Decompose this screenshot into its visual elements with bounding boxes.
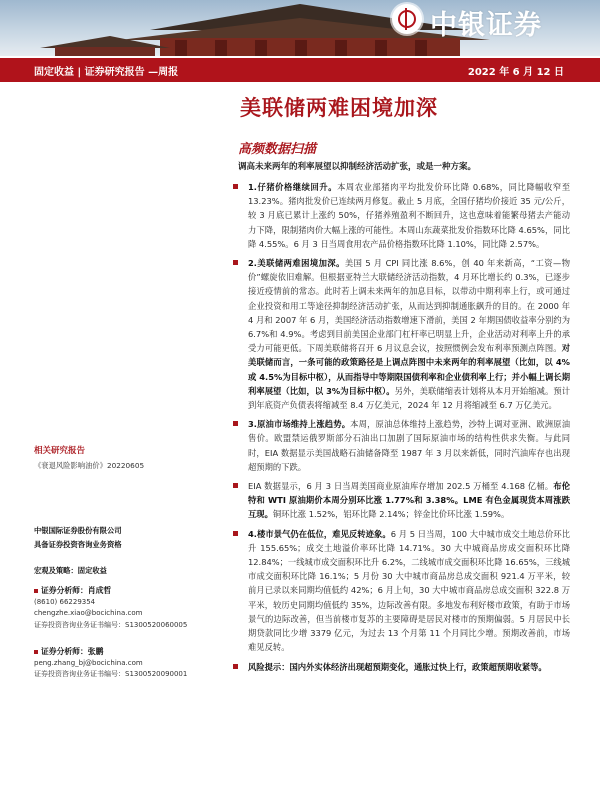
bullet-marker-icon: [233, 260, 238, 265]
bullet-heading: 3.原油市场维持上涨趋势。: [248, 419, 351, 430]
bullet-heading: 1.仔猪价格继续回升。: [248, 182, 338, 192]
company-qualification: 具备证券投资咨询业务资格: [34, 540, 122, 549]
bullet-text: 本周农业部猪肉平均批发价环比降 0.68%，同比降幅收窄至 13.23%。猪肉批发价已连续两月修复。截止 5 月底，全国仔猪均价接近 35 元/公斤，较 3 月底已累计上涨约 50%，仔猪养殖盈利不断回升，这也意味着能繁母猪去产能动力下降，限制猪肉价大幅上涨的可能性。本周山东蔬菜批发价指数环比降 4.65%，同比降 4.55%。6 月 3 日当周食用农产品价格指数环比降 1.10%，同比降 2.57%。: [248, 182, 570, 249]
header-banner: [0, 0, 600, 56]
bullet-tail-text: 铜环比涨 1.52%，铝环比降 2.14%；锌金比价环比涨 1.59%。: [272, 509, 510, 520]
bullet-tail-text: 另外，美联储缩表计划将从本月开始缩减。预计到年底资产负债表将缩减至 8.4 万亿美元，2024 年 12 月将缩减至 6.7 万亿美元。: [248, 385, 570, 411]
analyst-name: 证券分析师：肖成哲: [41, 586, 112, 595]
bullet-bold-text: 对美联储而言，一条可能的政策路径是上调点阵图中未来两年的利率展望（比如，以 4%或 4.5%为目标中枢），从而指导中等期限国债利率和企业债利率上行；并小幅上调长期利率展望（比如，以 3%为目标中枢）。: [248, 343, 570, 396]
bullet-bold-text: 布伦特和 WTI 原油期价本周分别环比涨 1.77%和 3.38%。LME 有色金属现货本周涨跌互现。: [248, 481, 570, 520]
related-report-link[interactable]: 《衰退风险影响油价》20220605: [34, 461, 145, 470]
bullet-marker-icon: [233, 421, 238, 426]
bullet-marker-icon: [233, 664, 238, 669]
bullet-text: EIA 数据显示，6 月 3 日当周美国商业原油库存增加 202.5 万桶至 4.168 亿桶。: [248, 481, 554, 492]
bullet-eia-data: [230, 479, 570, 522]
brand-name: 中银证券: [430, 10, 542, 41]
bullet-crude-oil: [230, 417, 570, 474]
report-info-bar: [0, 58, 600, 82]
bullet-marker-icon: [34, 650, 38, 654]
bullet-marker-icon: [233, 483, 238, 488]
main-content: [230, 180, 570, 679]
analyst-name: 证券分析师：张鹏: [41, 647, 104, 656]
boci-logo-icon: [392, 4, 422, 34]
bullet-marker-icon: [233, 184, 238, 189]
analyst-cert: 证券投资咨询业务证书编号：S1300520060005: [34, 620, 188, 629]
company-name: 中银国际证券股份有限公司: [34, 526, 122, 535]
report-date: 2022 年 6 月 12 日: [467, 67, 564, 78]
page-subtitle: 高频数据扫描: [238, 142, 317, 157]
related-research-heading: 相关研究报告: [34, 446, 86, 456]
bullet-marker-icon: [233, 531, 238, 536]
bullet-fed-dilemma: [230, 256, 570, 412]
bullet-heading: 风险提示：: [248, 661, 290, 672]
report-category: 固定收益 | 证券研究报告 —周报: [34, 67, 179, 78]
analyst-cert: 证券投资咨询业务证书编号：S1300520090001: [34, 670, 188, 678]
page-title: 美联储两难困境加深: [240, 95, 438, 120]
summary-line: 调高未来两年的利率展望以抑制经济活动扩张，或是一种方案。: [238, 162, 477, 172]
bullet-heading: 4.楼市景气仍在低位，难见反转迹象。: [248, 528, 391, 539]
bullet-risk-warning: [230, 660, 570, 674]
bullet-bold-text: 国内外实体经济出现超预期变化，通胀过快上行，政策超预期收紧等。: [289, 661, 547, 672]
bullet-text: 6 月 5 日当周，100 大中城市成交土地总价环比升 155.65%；成交土地溢价率环比降 14.71%。30 大中城商品房成交面积环比降 12.84%；一线城市成交面积环比升 6.2%，二线城市成交面积环比降 16.65%，三线城市成交面积环比降 16.1%；5 月份 30 大中城市商品房总成交面积 921.4 万平米，较前月已录以来同期均值低约 42%；6 月上旬，30 大中城市商品房总成交面积 322.8 万平米，较历史同期均值低约 35%，边际改善有限。多地发布利好楼市政策，有助于市场景气的边际改善，但当前楼市复苏的主要障碍是居民对楼市的预期偏弱。5 月居民中长期贷款同比少增 3379 亿元，为过去 13 个月第 11 个月同比少增。预期改善前，市场难见反转。: [248, 528, 570, 653]
analyst-card: [34, 585, 214, 631]
sector-label: 宏观及策略：固定收益: [34, 566, 107, 575]
analyst-card: [34, 646, 214, 681]
bullet-property-market: [230, 527, 570, 655]
analyst-phone: (8610) 66229354: [34, 597, 96, 606]
bullet-marker-icon: [34, 589, 38, 593]
bullet-pork-prices: [230, 180, 570, 251]
analyst-email[interactable]: peng.zhang_bj@bocichina.com: [34, 658, 143, 667]
bullet-text: 美国 5 月 CPI 同比涨 8.6%，创 40 年来新高，“工资—物价”螺旋依旧难解。但根据亚特兰大联储经济活动指数，4 月环比增长约 0.3%，已逐步接近疫情前的常态。此时若上调未来两年的加息目标，以带动中期利率上行，或可通过企业投资和用工等途径抑制经济活动扩张，从而达到抑制通胀飙升的目的。在 2000 年 4 月和 2007 年 6 月，美国经济活动指数增速下滑前，美国 2 年期国债收益率分别约为 6.7%和 4.9%。考虑到目前美国企业部门杠杆率已明显上升，企业活动对利率上升的承受力可能更低。下周美联储将召开 6 月议息会议，按照惯例会发布利率预测点阵图。: [248, 258, 570, 354]
bullet-heading: 2.美联储两难困境加深。: [248, 258, 345, 269]
bullet-text: 本周，原油总体维持上涨趋势，沙特上调对亚洲、欧洲原油售价。欧盟禁运俄罗斯部分石油出口加剧了国际原油市场的结构性供求失衡。与此同时，EIA 数据显示美国战略石油储备降至 1987 年 3 月以来新低，同时汽油库存也出现超预期的下跌。: [248, 419, 570, 472]
analyst-email[interactable]: chengzhe.xiao@bocichina.com: [34, 609, 143, 617]
